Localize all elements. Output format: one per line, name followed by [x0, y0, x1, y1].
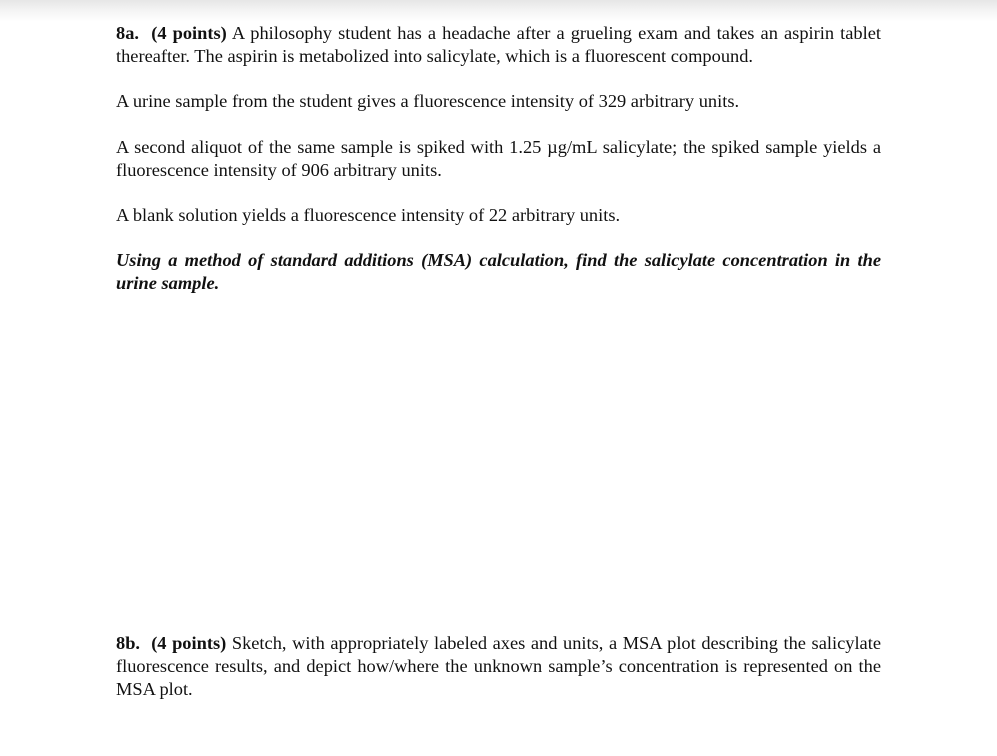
urine-sample-statement: A urine sample from the student gives a fluorescence intensity of 329 arbitrary units.: [116, 91, 740, 111]
blank-solution-statement: A blank solution yields a fluorescence intensity of 22 arbitrary units.: [116, 205, 621, 225]
question-8a-intro-text: A philosophy student has a headache after a grueling exam and takes an aspirin tablet thereafter. The aspirin is metabolized into salicylate, which is a fluorescent compound.: [116, 23, 882, 66]
question-8b-points: (4 points): [151, 633, 227, 653]
viewer-top-shadow: [0, 0, 997, 22]
question-8a-label: 8a.: [116, 23, 139, 43]
msa-instruction: Using a method of standard additions (MSA) calculation, find the salicylate concentration in the urine sample.: [116, 250, 881, 293]
spiked-sample-statement: A second aliquot of the same sample is spiked with 1.25 µg/mL salicylate; the spiked sample yields a fluorescence intensity of 906 arbitrary units.: [116, 137, 881, 180]
question-8a-intro: [116, 22, 881, 68]
question-8a-points: (4 points): [151, 23, 227, 43]
question-8b-text: Sketch, with appropriately labeled axes and units, a MSA plot describing the salicylate fluorescence results, and depict how/where the unknown sample’s concentration is represented on the MSA plot.: [116, 633, 881, 699]
question-8b-label: 8b.: [116, 633, 141, 653]
question-8b: [116, 632, 881, 701]
